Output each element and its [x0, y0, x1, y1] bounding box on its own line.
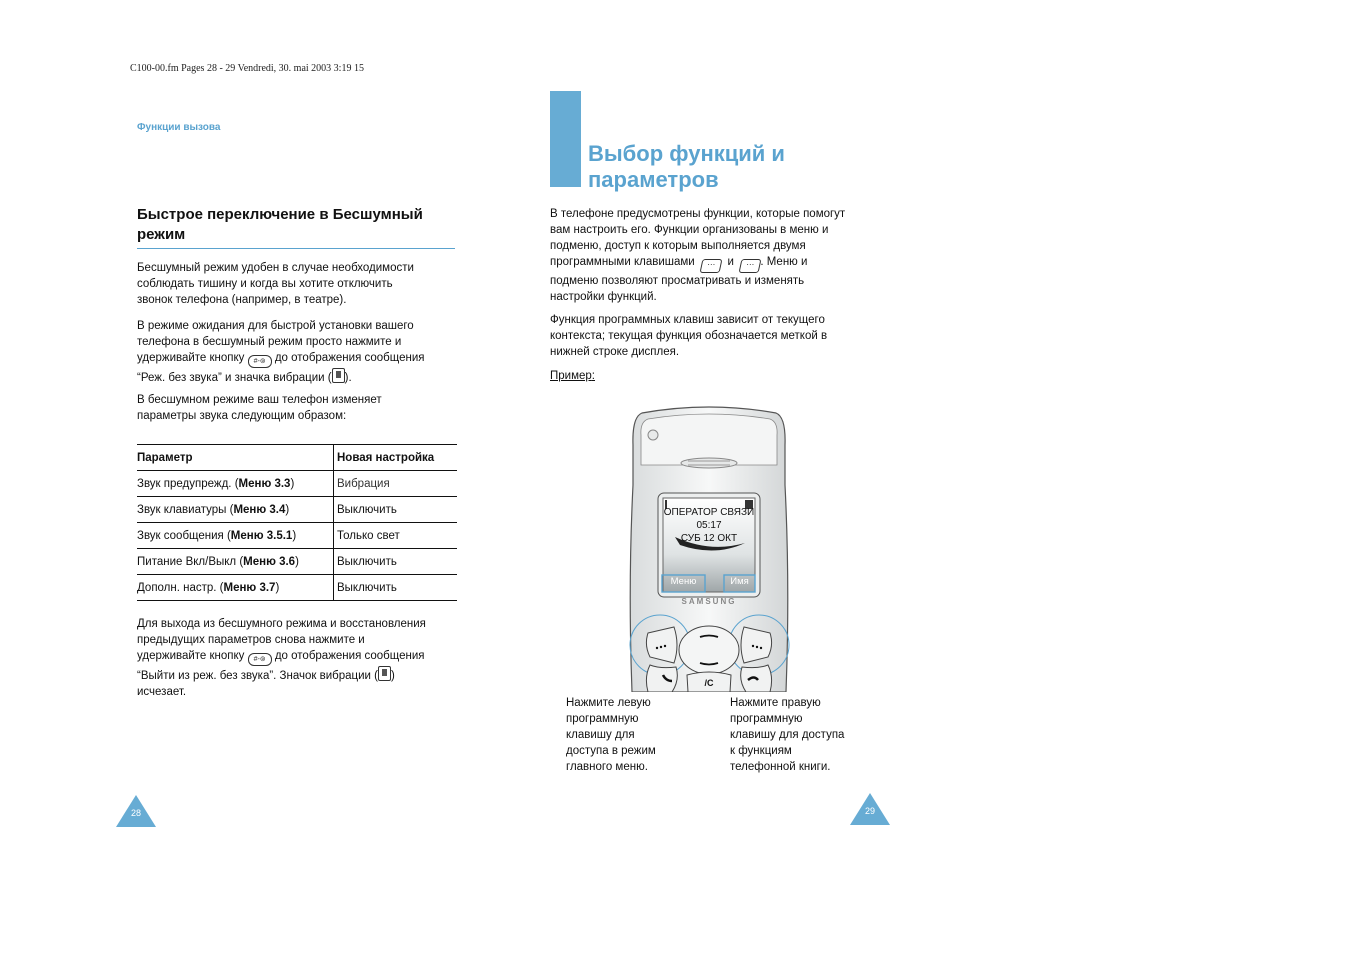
right-paragraph-1: В телефоне предусмотрены функции, которые помогут вам настроить его. Функции организованы в меню и подменю, доступ к которым выполняется двумя программными клавишами ⋯ и ⋯ . Меню и подменю позволяют просматривать и изменять настройки функций. — [550, 208, 846, 303]
page-number-left: 28 — [130, 808, 141, 818]
caption-right-softkey: Нажмите правую программную клавишу для доступа к функциям телефонной книги. — [730, 697, 845, 773]
table-header-parameter: Параметр — [137, 445, 334, 471]
phone-clear-key: /C — [704, 678, 714, 688]
vibration-icon — [332, 368, 345, 383]
table-row: Звук предупрежд. (Меню 3.3) Вибрация — [137, 471, 457, 497]
table-row: Питание Вкл/Выкл (Меню 3.6) Выключить — [137, 549, 457, 575]
phone-softkey-right-label: Имя — [730, 576, 749, 587]
phone-time: 05:17 — [696, 520, 722, 531]
example-label: Пример: — [550, 370, 595, 382]
left-paragraph-3: В бесшумном режиме ваш телефон изменяет параметры звука следующим образом: — [137, 394, 382, 422]
file-info-header: C100-00.fm Pages 28 - 29 Vendredi, 30. mai 2003 3:19 15 — [130, 63, 364, 74]
table-row: Звук сообщения (Меню 3.5.1) Только свет — [137, 523, 457, 549]
right-softkey-icon: ⋯ — [739, 259, 762, 273]
phone-illustration — [620, 405, 798, 692]
caption-left-softkey: Нажмите левую программную клавишу для доступа в режим главного меню. — [566, 697, 656, 773]
hash-key-icon: #-⊚ — [248, 355, 272, 368]
left-heading — [137, 205, 455, 249]
phone-softkey-left-label: Меню — [670, 576, 697, 587]
left-paragraph-1: Бесшумный режим удобен в случае необходимости соблюдать тишину и когда вы хотите отключить звонок телефона (например, в театре). — [137, 262, 414, 306]
table-row: Звук клавиатуры (Меню 3.4) Выключить — [137, 497, 457, 523]
right-page-title: Выбор функций и параметров — [588, 141, 785, 192]
left-softkey-icon: ⋯ — [700, 259, 723, 273]
phone-screen-text — [620, 506, 798, 545]
right-paragraph-2: Функция программных клавиш зависит от текущего контекста; текущая функция обозначается меткой в нижней строке дисплея. — [550, 314, 828, 358]
left-paragraph-4: Для выхода из бесшумного режима и восстановления предыдущих параметров снова нажмите и удерживайте кнопку #-⊚ до отображения сообщения “Выйти из реж. без звука”. Значок вибрации ( ) исчезает. — [137, 618, 426, 698]
left-paragraph-2: В режиме ожидания для быстрой установки вашего телефона в бесшумный режим просто нажмите и удерживайте кнопку #-⊚ до отображения сообщения “Реж. без звука” и значка вибрации ( ). — [137, 320, 425, 384]
vibration-icon — [378, 666, 391, 681]
left-heading-line1: Быстрое переключение в Бесшумный — [137, 206, 423, 223]
phone-brand: SAMSUNG — [681, 597, 737, 606]
page-number-right: 29 — [864, 806, 875, 816]
section-label: Функции вызова — [137, 122, 221, 133]
phone-operator: ОПЕРАТОР СВЯЗИ — [663, 507, 755, 518]
table-header-new-setting: Новая настройка — [334, 445, 458, 471]
phone-date: СУБ 12 ОКТ — [680, 533, 738, 544]
table-row: Дополн. настр. (Меню 3.7) Выключить — [137, 575, 457, 601]
title-accent-bar — [550, 91, 581, 187]
hash-key-icon: #-⊚ — [248, 653, 272, 666]
left-heading-line2: режим — [137, 226, 186, 243]
table-header-row — [137, 445, 457, 471]
phone-drawing — [620, 405, 798, 692]
sound-parameters-table — [137, 444, 457, 601]
